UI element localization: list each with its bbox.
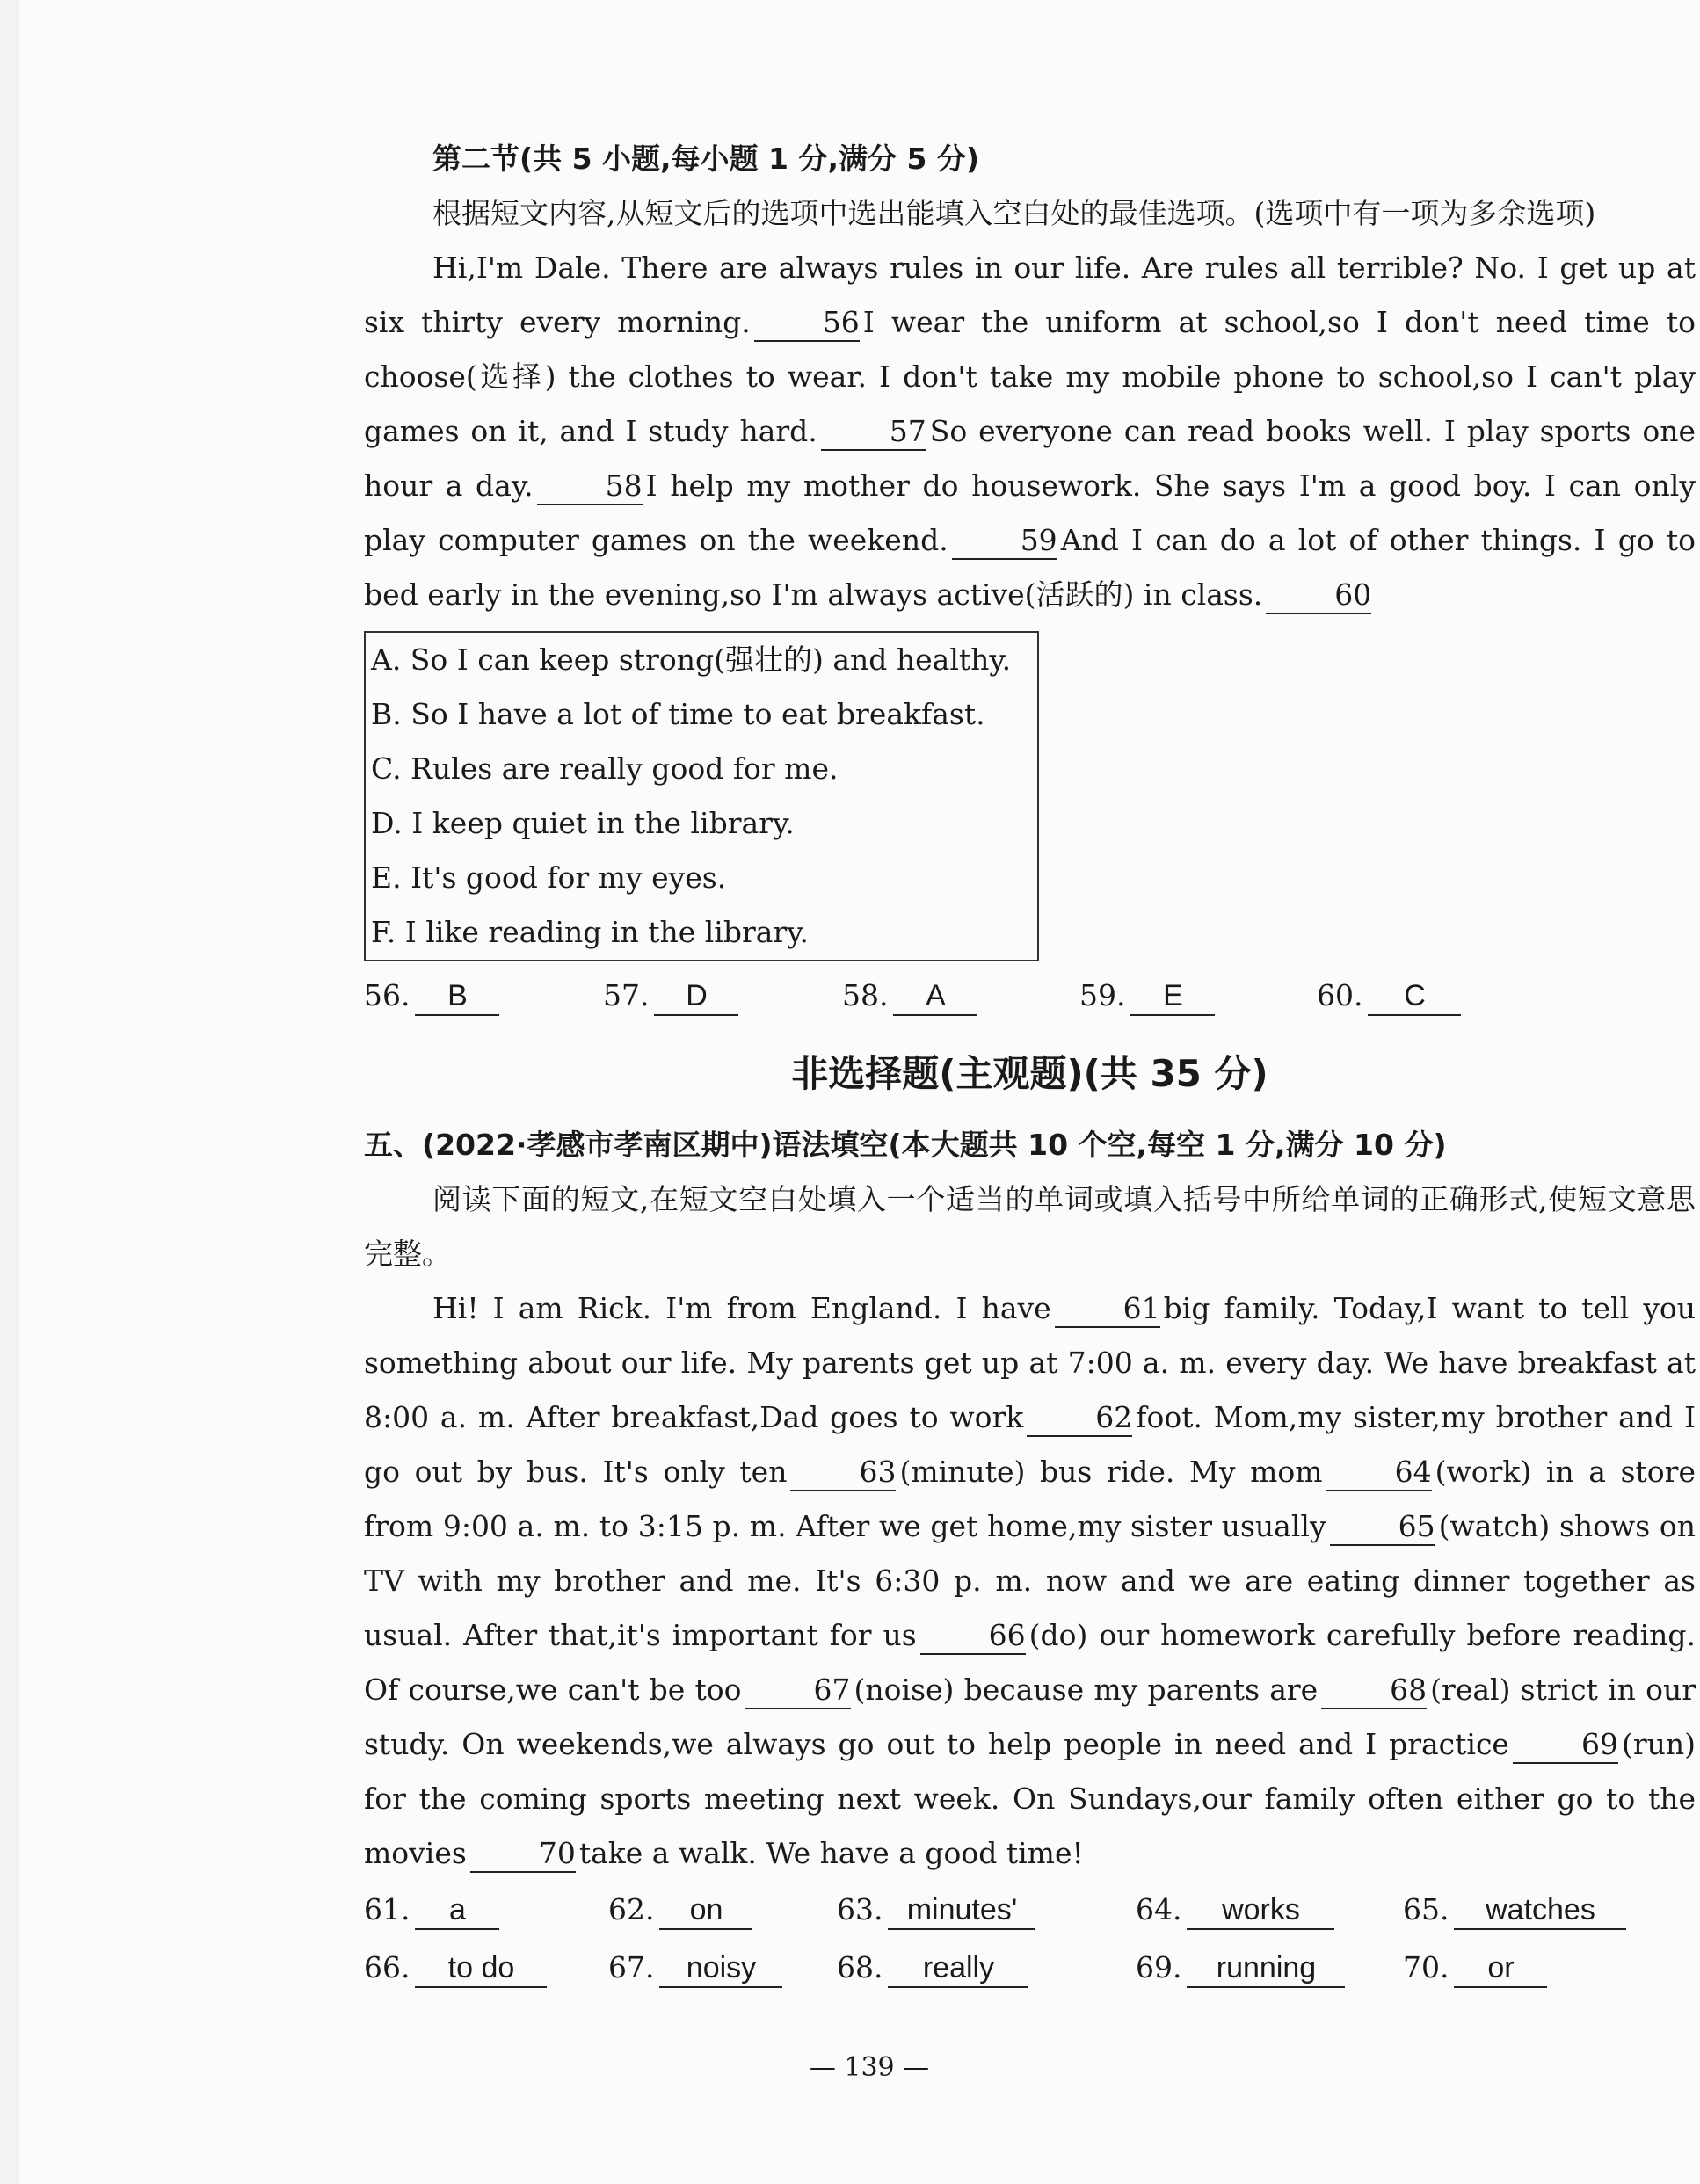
- answer-value: E: [1130, 977, 1215, 1016]
- passage-text: (real) strict in our study. On weekends,we always go out to help people in need and I practice: [364, 1672, 1696, 1761]
- answer-63: [837, 1881, 1136, 1939]
- passage-text: And I can do a lot of other things. I go to bed early in the evening,so I'm always active(活跃的) in class.: [364, 523, 1696, 612]
- section-title: 非选择题(主观题)(共 35 分): [791, 1052, 1268, 1095]
- blank-68: 68: [1321, 1672, 1427, 1709]
- blank-69: 69: [1513, 1727, 1618, 1764]
- part2-answers: [364, 967, 1696, 1025]
- part2-passage: [364, 241, 1696, 622]
- answer-number: 70.: [1403, 1950, 1449, 1984]
- passage-text: So everyone can read books well. I play sports one hour a day.: [364, 414, 1696, 503]
- answer-number: 68.: [837, 1950, 883, 1984]
- passage-text: (watch) shows on TV with my brother and me. It's 6:30 p. m. now and we are eating dinner together as usual. After that,it's important for us: [364, 1509, 1696, 1652]
- answer-value: running: [1187, 1949, 1345, 1988]
- blank-66: 66: [920, 1618, 1026, 1655]
- answer-value: noisy: [659, 1949, 782, 1988]
- passage-text: (minute) bus ride. My mom: [899, 1455, 1323, 1489]
- passage-text: take a walk. We have a good time!: [578, 1836, 1084, 1870]
- blank-61: 61: [1055, 1291, 1160, 1328]
- answer-59: [1079, 967, 1317, 1025]
- passage-text: I help my mother do housework. She says I'm a good boy. I can only play computer games on the weekend.: [364, 468, 1696, 557]
- passage-text: Hi! I am Rick. I'm from England. I have: [432, 1291, 1051, 1325]
- part2-instruction: 根据短文内容,从短文后的选项中选出能填入空白处的最佳选项。(选项中有一项为多余选项): [432, 196, 1596, 230]
- part5-heading: [364, 1118, 1696, 1172]
- answer-69: [1136, 1939, 1403, 1997]
- answer-60: [1317, 967, 1461, 1025]
- answer-number: 64.: [1136, 1892, 1182, 1926]
- part5-heading-main: 语法填空(本大题共 10 个空,每空 1 分,满分 10 分): [772, 1128, 1447, 1162]
- blank-59: 59: [952, 523, 1057, 560]
- answer-number: 67.: [608, 1950, 655, 1984]
- answer-61: [364, 1881, 608, 1939]
- answer-value: on: [659, 1891, 752, 1930]
- answer-number: 69.: [1136, 1950, 1182, 1984]
- blank-67: 67: [745, 1672, 851, 1709]
- answer-value: B: [415, 977, 499, 1016]
- blank-65: 65: [1330, 1509, 1435, 1546]
- answer-number: 57.: [603, 978, 650, 1012]
- answer-number: 58.: [842, 978, 889, 1012]
- answer-value: works: [1187, 1891, 1334, 1930]
- answer-value: A: [893, 977, 977, 1016]
- blank-58: 58: [537, 468, 643, 505]
- answer-number: 63.: [837, 1892, 883, 1926]
- option-b: B. So I have a lot of time to eat breakfast.: [371, 697, 985, 731]
- answer-67: [608, 1939, 837, 1997]
- answer-66: [364, 1939, 608, 1997]
- option-f: F. I like reading in the library.: [371, 915, 809, 949]
- passage-text: big family. Today,I want to tell you something about our life. My parents get up at 7:00 a. m. every day. We have breakfast at 8:00 a. m. After breakfast,Dad goes to work: [364, 1291, 1696, 1434]
- answer-value: C: [1368, 977, 1461, 1016]
- answer-value: minutes': [888, 1891, 1035, 1930]
- answer-value: a: [415, 1891, 499, 1930]
- answer-57: [603, 967, 842, 1025]
- option-e: E. It's good for my eyes.: [371, 860, 727, 895]
- answer-62: [608, 1881, 837, 1939]
- passage-text: foot. Mom,my sister,my brother and I go out by bus. It's only ten: [364, 1400, 1696, 1489]
- option-a: A. So I can keep strong(强壮的) and healthy.: [371, 642, 1012, 677]
- answer-65: [1403, 1881, 1626, 1939]
- answer-value: watches: [1454, 1891, 1626, 1930]
- answer-58: [842, 967, 1079, 1025]
- answer-number: 62.: [608, 1892, 655, 1926]
- answer-value: or: [1454, 1949, 1547, 1988]
- passage-text: (do) our homework carefully before reading. Of course,we can't be too: [364, 1618, 1696, 1707]
- answer-number: 56.: [364, 978, 410, 1012]
- answer-64: [1136, 1881, 1403, 1939]
- part5-heading-prefix: 五、(2022·孝感市孝南区期中): [364, 1128, 773, 1162]
- answer-number: 61.: [364, 1892, 410, 1926]
- answer-value: D: [654, 977, 738, 1016]
- answer-70: [1403, 1939, 1547, 1997]
- answer-number: 59.: [1079, 978, 1126, 1012]
- page-number: — 139 —: [809, 2052, 930, 2083]
- part5-answers-row1: [364, 1881, 1696, 1939]
- answer-value: really: [888, 1949, 1028, 1988]
- blank-63: 63: [790, 1455, 896, 1491]
- blank-62: 62: [1027, 1400, 1132, 1437]
- content: [364, 132, 1696, 1997]
- part5-passage: [364, 1281, 1696, 1881]
- blank-57: 57: [821, 414, 926, 451]
- answer-56: [364, 967, 603, 1025]
- passage-text: (run) for the coming sports meeting next week. On Sundays,our family often either go to the movies: [364, 1727, 1696, 1870]
- answer-68: [837, 1939, 1136, 1997]
- options-box: [364, 631, 1039, 961]
- blank-70: 70: [470, 1836, 576, 1873]
- passage-text: (noise) because my parents are: [854, 1672, 1319, 1707]
- part2-heading: 第二节(共 5 小题,每小题 1 分,满分 5 分): [432, 141, 980, 176]
- answer-number: 60.: [1317, 978, 1363, 1012]
- part5-answers-row2: [364, 1939, 1696, 1997]
- answer-number: 65.: [1403, 1892, 1449, 1926]
- page: [19, 0, 1700, 2184]
- passage-text: I wear the uniform at school,so I don't need time to choose(选择) the clothes to wear. I don't take my mobile phone to school,so I can't play games on it, and I study hard.: [364, 305, 1696, 448]
- blank-64: 64: [1326, 1455, 1432, 1491]
- passage-text: Hi,I'm Dale. There are always rules in our life. Are rules all terrible? No. I get up at six thirty every morning.: [364, 250, 1696, 339]
- option-c: C. Rules are really good for me.: [371, 751, 839, 786]
- passage-text: (work) in a store from 9:00 a. m. to 3:15 p. m. After we get home,my sister usually: [364, 1455, 1696, 1543]
- part5-instruction: 阅读下面的短文,在短文空白处填入一个适当的单词或填入括号中所给单词的正确形式,使短文意思完整。: [364, 1182, 1696, 1271]
- blank-60: 60: [1266, 577, 1371, 614]
- answer-number: 66.: [364, 1950, 410, 1984]
- option-d: D. I keep quiet in the library.: [371, 806, 795, 840]
- blank-56: 56: [754, 305, 860, 342]
- answer-value: to do: [415, 1949, 547, 1988]
